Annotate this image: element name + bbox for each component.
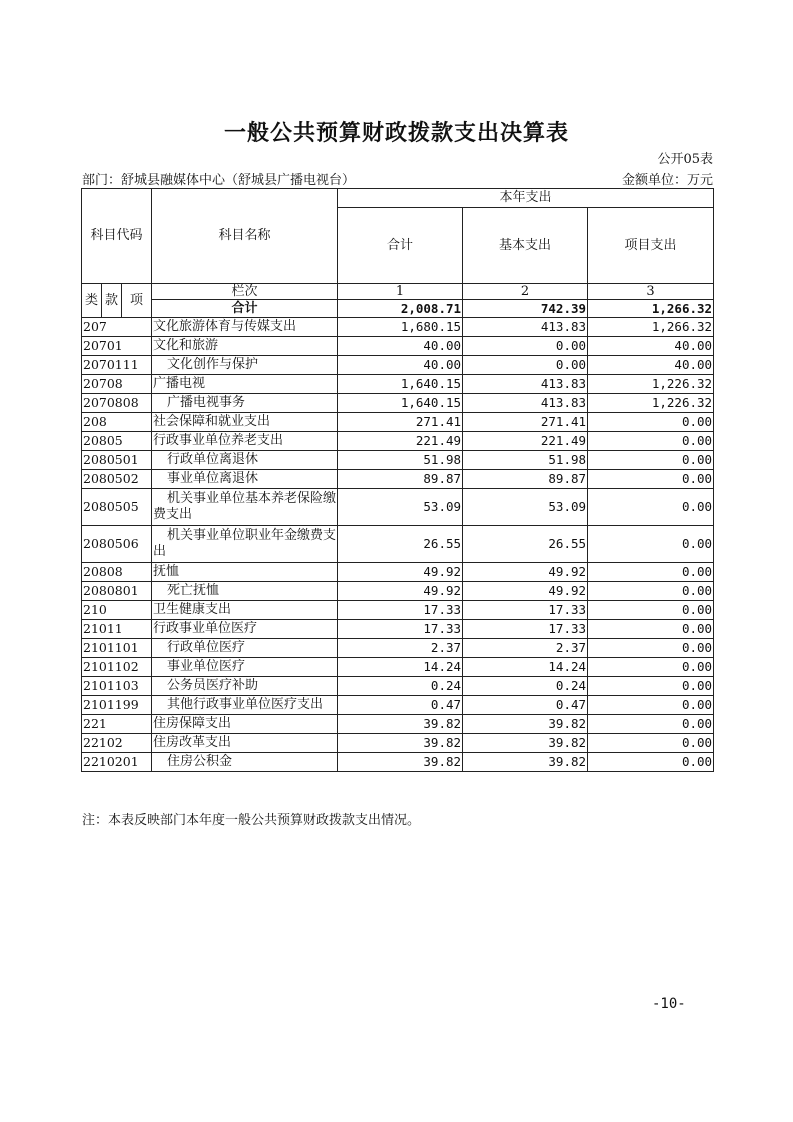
header-col1: 1	[338, 284, 463, 300]
row-basic: 0.00	[463, 356, 588, 375]
row-total: 26.55	[338, 526, 463, 563]
row-basic: 0.24	[463, 677, 588, 696]
header-col2: 2	[463, 284, 588, 300]
department-label: 部门：舒城县融媒体中心（舒城县广播电视台）	[82, 173, 356, 188]
row-project: 0.00	[588, 601, 714, 620]
row-name-cell	[152, 696, 338, 715]
row-code: 22102	[82, 734, 152, 753]
row-name-cell	[152, 413, 338, 432]
row-code: 20708	[82, 375, 152, 394]
row-code: 2101199	[82, 696, 152, 715]
row-code: 210	[82, 601, 152, 620]
row-basic: 49.92	[463, 582, 588, 601]
row-name: 机关事业单位职业年金缴费支出	[153, 528, 337, 559]
row-project: 0.00	[588, 696, 714, 715]
table-row	[82, 432, 714, 451]
row-name: 事业单位离退休	[167, 471, 259, 486]
row-name: 其他行政事业单位医疗支出	[167, 697, 324, 712]
page-number: -10-	[652, 996, 686, 1012]
expense-table	[81, 188, 714, 772]
row-name: 抚恤	[153, 564, 180, 579]
row-total: 39.82	[338, 715, 463, 734]
row-name-cell	[152, 470, 338, 489]
row-total: 49.92	[338, 563, 463, 582]
row-project: 0.00	[588, 753, 714, 772]
table-row	[82, 413, 714, 432]
row-name-cell	[152, 563, 338, 582]
row-name-cell	[152, 375, 338, 394]
row-project: 40.00	[588, 356, 714, 375]
row-name: 行政单位医疗	[167, 640, 246, 655]
table-row	[82, 394, 714, 413]
row-name-cell	[152, 734, 338, 753]
table-row	[82, 526, 714, 563]
row-basic: 0.47	[463, 696, 588, 715]
row-basic: 17.33	[463, 620, 588, 639]
row-basic: 49.92	[463, 563, 588, 582]
row-total: 2.37	[338, 639, 463, 658]
row-name-cell	[152, 601, 338, 620]
header-subject-name: 科目名称	[152, 189, 338, 284]
row-basic: 413.83	[463, 318, 588, 337]
row-project: 0.00	[588, 639, 714, 658]
row-name-cell	[152, 715, 338, 734]
row-name-cell	[152, 451, 338, 470]
row-basic: 221.49	[463, 432, 588, 451]
row-name-cell	[152, 432, 338, 451]
total-project: 1,266.32	[588, 300, 714, 318]
row-project: 0.00	[588, 677, 714, 696]
table-row	[82, 451, 714, 470]
row-code: 2101101	[82, 639, 152, 658]
header-kuan: 款	[102, 284, 122, 318]
header-column-index: 栏次	[152, 284, 338, 300]
row-name: 卫生健康支出	[153, 602, 232, 617]
row-code: 207	[82, 318, 152, 337]
row-total: 0.24	[338, 677, 463, 696]
row-name-cell	[152, 356, 338, 375]
row-name: 广播电视事务	[167, 395, 246, 410]
header-basic: 基本支出	[463, 208, 588, 284]
table-row	[82, 318, 714, 337]
row-code: 208	[82, 413, 152, 432]
page-title: 一般公共预算财政拨款支出决算表	[223, 121, 569, 146]
row-name-cell	[152, 582, 338, 601]
table-code: 公开05表	[657, 152, 713, 167]
header-total: 合计	[338, 208, 463, 284]
row-basic: 39.82	[463, 753, 588, 772]
unit-label: 金额单位：万元	[621, 173, 713, 188]
row-name: 住房公积金	[167, 754, 233, 769]
row-name: 文化旅游体育与传媒支出	[153, 319, 297, 334]
total-sum: 2,008.71	[338, 300, 463, 318]
row-project: 0.00	[588, 715, 714, 734]
row-name-cell	[152, 526, 338, 563]
table-row	[82, 489, 714, 526]
row-total: 53.09	[338, 489, 463, 526]
row-name: 广播电视	[153, 376, 206, 391]
row-total: 1,640.15	[338, 375, 463, 394]
row-basic: 271.41	[463, 413, 588, 432]
row-project: 1,226.32	[588, 375, 714, 394]
table-row	[82, 470, 714, 489]
header-col3: 3	[588, 284, 714, 300]
row-total: 271.41	[338, 413, 463, 432]
table-row	[82, 734, 714, 753]
row-code: 2101103	[82, 677, 152, 696]
row-name: 文化和旅游	[153, 338, 219, 353]
row-project: 1,226.32	[588, 394, 714, 413]
row-name: 事业单位医疗	[167, 659, 246, 674]
table-row	[82, 715, 714, 734]
row-code: 20808	[82, 563, 152, 582]
row-total: 221.49	[338, 432, 463, 451]
row-total: 1,680.15	[338, 318, 463, 337]
table-row	[82, 337, 714, 356]
header-subject-code: 科目代码	[82, 189, 152, 284]
row-total: 14.24	[338, 658, 463, 677]
row-total: 49.92	[338, 582, 463, 601]
row-code: 2070111	[82, 356, 152, 375]
row-name: 文化创作与保护	[167, 357, 259, 372]
row-name-cell	[152, 639, 338, 658]
row-project: 0.00	[588, 563, 714, 582]
table-row	[82, 753, 714, 772]
total-label: 合计	[152, 300, 338, 318]
table-row	[82, 639, 714, 658]
row-basic: 413.83	[463, 394, 588, 413]
total-basic: 742.39	[463, 300, 588, 318]
row-name-cell	[152, 677, 338, 696]
row-name: 住房改革支出	[153, 735, 232, 750]
row-total: 39.82	[338, 753, 463, 772]
row-total: 0.47	[338, 696, 463, 715]
row-name-cell	[152, 753, 338, 772]
row-name: 住房保障支出	[153, 716, 232, 731]
row-basic: 53.09	[463, 489, 588, 526]
row-project: 0.00	[588, 658, 714, 677]
row-basic: 51.98	[463, 451, 588, 470]
row-total: 17.33	[338, 620, 463, 639]
row-project: 0.00	[588, 620, 714, 639]
row-project: 0.00	[588, 470, 714, 489]
row-basic: 413.83	[463, 375, 588, 394]
row-total: 40.00	[338, 337, 463, 356]
row-code: 21011	[82, 620, 152, 639]
row-code: 221	[82, 715, 152, 734]
table-row	[82, 696, 714, 715]
row-total: 40.00	[338, 356, 463, 375]
row-total: 17.33	[338, 601, 463, 620]
table-row	[82, 582, 714, 601]
header-year-expense: 本年支出	[338, 189, 714, 208]
row-name-cell	[152, 658, 338, 677]
row-code: 2080501	[82, 451, 152, 470]
table-row	[82, 658, 714, 677]
row-code: 20701	[82, 337, 152, 356]
row-project: 0.00	[588, 451, 714, 470]
row-basic: 17.33	[463, 601, 588, 620]
header-project: 项目支出	[588, 208, 714, 284]
row-project: 40.00	[588, 337, 714, 356]
row-code: 2080505	[82, 489, 152, 526]
row-project: 0.00	[588, 582, 714, 601]
row-code: 20805	[82, 432, 152, 451]
row-basic: 89.87	[463, 470, 588, 489]
row-name: 行政事业单位医疗	[153, 621, 258, 636]
row-project: 0.00	[588, 734, 714, 753]
row-code: 2101102	[82, 658, 152, 677]
row-name-cell	[152, 318, 338, 337]
row-name-cell	[152, 337, 338, 356]
row-name-cell	[152, 394, 338, 413]
row-name: 行政单位离退休	[167, 452, 259, 467]
row-project: 0.00	[588, 413, 714, 432]
row-basic: 14.24	[463, 658, 588, 677]
table-row	[82, 375, 714, 394]
row-total: 51.98	[338, 451, 463, 470]
header-xiang: 项	[122, 284, 152, 318]
row-total: 89.87	[338, 470, 463, 489]
row-basic: 39.82	[463, 715, 588, 734]
header-lei: 类	[82, 284, 102, 318]
row-project: 0.00	[588, 526, 714, 563]
row-basic: 2.37	[463, 639, 588, 658]
row-basic: 0.00	[463, 337, 588, 356]
table-row	[82, 563, 714, 582]
row-project: 1,266.32	[588, 318, 714, 337]
row-total: 1,640.15	[338, 394, 463, 413]
row-code: 2080801	[82, 582, 152, 601]
row-name-cell	[152, 620, 338, 639]
footnote: 注：本表反映部门本年度一般公共预算财政拨款支出情况。	[82, 813, 421, 828]
row-name: 行政事业单位养老支出	[153, 433, 284, 448]
row-project: 0.00	[588, 432, 714, 451]
row-name: 死亡抚恤	[167, 583, 220, 598]
row-basic: 26.55	[463, 526, 588, 563]
row-code: 2080506	[82, 526, 152, 563]
row-total: 39.82	[338, 734, 463, 753]
row-name: 社会保障和就业支出	[153, 414, 271, 429]
table-row	[82, 677, 714, 696]
row-code: 2070808	[82, 394, 152, 413]
row-code: 2080502	[82, 470, 152, 489]
row-project: 0.00	[588, 489, 714, 526]
table-row	[82, 601, 714, 620]
row-basic: 39.82	[463, 734, 588, 753]
row-code: 2210201	[82, 753, 152, 772]
table-row	[82, 356, 714, 375]
row-name: 机关事业单位基本养老保险缴费支出	[153, 491, 337, 522]
table-row	[82, 620, 714, 639]
row-name-cell	[152, 489, 338, 526]
row-name: 公务员医疗补助	[167, 678, 259, 693]
